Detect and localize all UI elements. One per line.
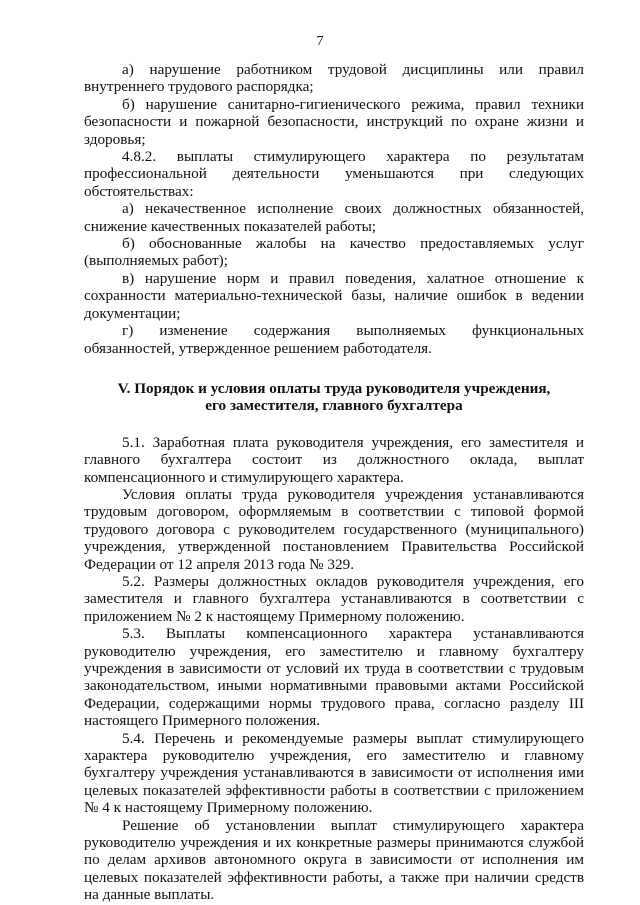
section-heading: [84, 380, 584, 415]
document-body: [84, 61, 584, 904]
section-heading-line: V. Порядок и условия оплаты труда руководителя учреждения,: [117, 379, 551, 397]
paragraph: Условия оплаты труда руководителя учреждения устанавливаются трудовым договором, оформляемым в соответствии с типовой формой трудового договора с руководителем государственного (муниципального) учреждения, утвержденной постановлением Правительства Российской Федерации от 12 апреля 2013 года № 329.: [84, 485, 584, 573]
section-heading-line: его заместителя, главного бухгалтера: [205, 397, 463, 415]
paragraph: Решение об установлении выплат стимулирующего характера руководителю учреждения и их конкретные размеры принимаются службой по делам архивов автономного округа в зависимости от исполнения им целевых показателей эффективности работы, а также при наличии средств на данные выплаты.: [84, 816, 584, 904]
page-number: 7: [316, 34, 324, 49]
paragraph: 5.4. Перечень и рекомендуемые размеры выплат стимулирующего характера руководителю учреждения, его заместителю и главному бухгалтеру учреждения устанавливаются в зависимости от исполнения ими целевых показателей эффективности работы в соответствии с приложением № 4 к настоящему Примерному положению.: [84, 729, 584, 817]
paragraph: 5.2. Размеры должностных окладов руководителя учреждения, его заместителя и главного бухгалтера устанавливаются в соответствии с приложением № 2 к настоящему Примерному положению.: [84, 572, 584, 625]
paragraph: в) нарушение норм и правил поведения, халатное отношение к сохранности материально-технической базы, наличие ошибок в ведении документации;: [84, 269, 584, 322]
paragraph: а) некачественное исполнение своих должностных обязанностей, снижение качественных показателей работы;: [84, 200, 584, 235]
paragraph: а) нарушение работником трудовой дисциплины или правил внутреннего трудового распорядка;: [84, 61, 584, 96]
paragraph: б) нарушение санитарно-гигиенического режима, правил техники безопасности и пожарной безопасности, инструкций по охране жизни и здоровья;: [84, 95, 584, 148]
paragraph: 5.1. Заработная плата руководителя учреждения, его заместителя и главного бухгалтера состоит из должностного оклада, выплат компенсационного и стимулирующего характера.: [84, 433, 584, 486]
paragraph: 4.8.2. выплаты стимулирующего характера по результатам профессиональной деятельности уменьшаются при следующих обстоятельствах:: [84, 148, 584, 200]
paragraph: г) изменение содержания выполняемых функциональных обязанностей, утвержденное решением работодателя.: [84, 322, 584, 357]
paragraph: б) обоснованные жалобы на качество предоставляемых услуг (выполняемых работ);: [84, 235, 584, 270]
paragraph: 5.3. Выплаты компенсационного характера устанавливаются руководителю учреждения, его заместителю и главному бухгалтеру учреждения в зависимости от условий их труда в соответствии с трудовым законодательством, иными нормативными правовыми актами Российской Федерации, содержащими нормы трудового права, согласно разделу III настоящего Примерного положения.: [84, 625, 584, 730]
